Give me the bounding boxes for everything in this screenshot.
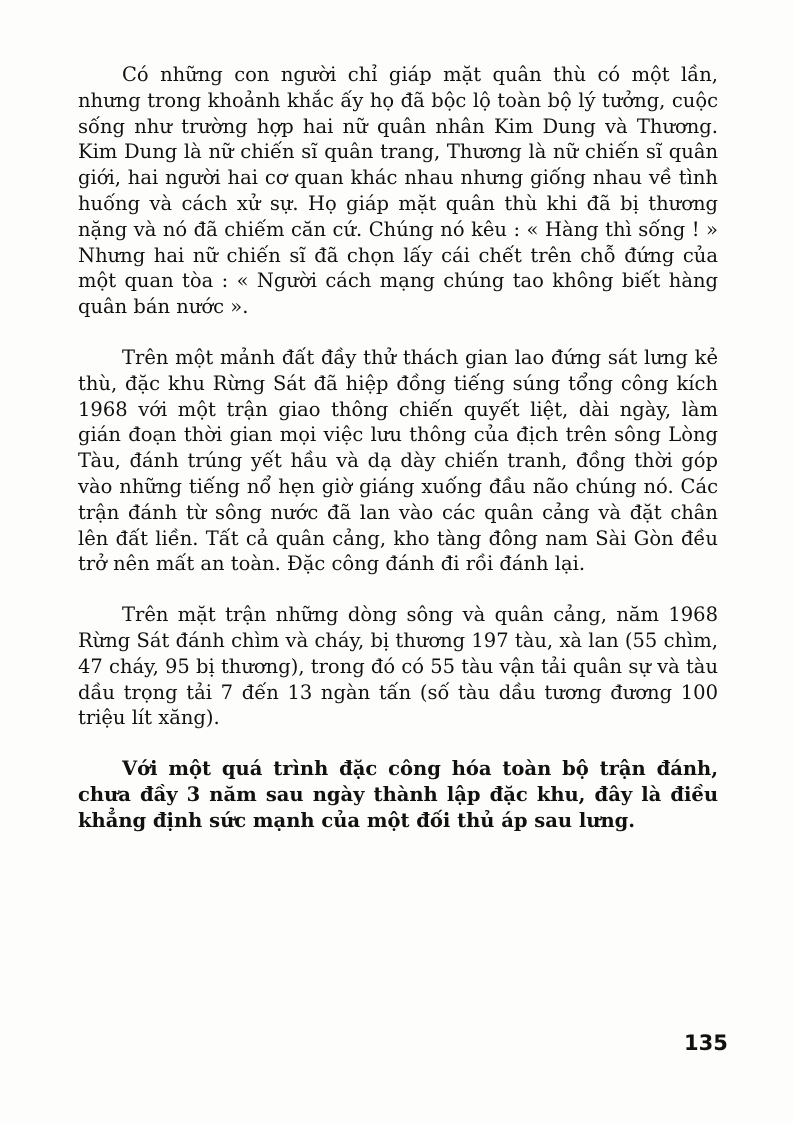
page-number: 135: [684, 1031, 728, 1055]
paragraph-4: Với một quá trình đặc công hóa toàn bộ trận đánh, chưa đầy 3 năm sau ngày thành lập đặc khu, đây là điều khẳng định sức mạnh của một đối thủ áp sau lưng.: [78, 757, 718, 832]
paragraph-3: Trên mặt trận những dòng sông và quân cảng, năm 1968 Rừng Sát đánh chìm và cháy, bị thương 197 tàu, xà lan (55 chìm, 47 cháy, 95 bị thương), trong đó có 55 tàu vận tải quân sự và tàu dầu trọng tải 7 đến 13 ngàn tấn (số tàu dầu tương đương 100 triệu lít xăng).: [78, 603, 718, 730]
paragraph-2: Trên một mảnh đất đầy thử thách gian lao đứng sát lưng kẻ thù, đặc khu Rừng Sát đã hiệp đồng tiếng súng tổng công kích 1968 với một trận giao thông chiến quyết liệt, dài ngày, làm gián đoạn thời gian mọi việc lưu thông của địch trên sông Lòng Tàu, đánh trúng yết hầu và dạ dày chiến tranh, đồng thời góp vào những tiếng nổ hẹn giờ giáng xuống đầu não chúng nó. Các trận đánh từ sông nước đã lan vào các quân cảng và đặt chân lên đất liền. Tất cả quân cảng, kho tàng đông nam Sài Gòn đều trở nên mất an toàn. Đặc công đánh đi rồi đánh lại.: [78, 345, 718, 576]
paragraph-1: Có những con người chỉ giáp mặt quân thù có một lần, nhưng trong khoảnh khắc ấy họ đã bộc lộ toàn bộ lý tưởng, cuộc sống như trường hợp hai nữ quân nhân Kim Dung và Thương. Kim Dung là nữ chiến sĩ quân trang, Thương là nữ chiến sĩ quân giới, hai người hai cơ quan khác nhau nhưng giống nhau về tình huống và cách xử sự. Họ giáp mặt quân thù khi đã bị thương nặng và nó đã chiếm căn cứ. Chúng nó kêu : « Hàng thì sống ! » Nhưng hai nữ chiến sĩ đã chọn lấy cái chết trên chỗ đứng của một quan tòa : « Người cách mạng chúng tao không biết hàng quân bán nước ».: [78, 63, 718, 319]
body-text: [78, 62, 718, 834]
